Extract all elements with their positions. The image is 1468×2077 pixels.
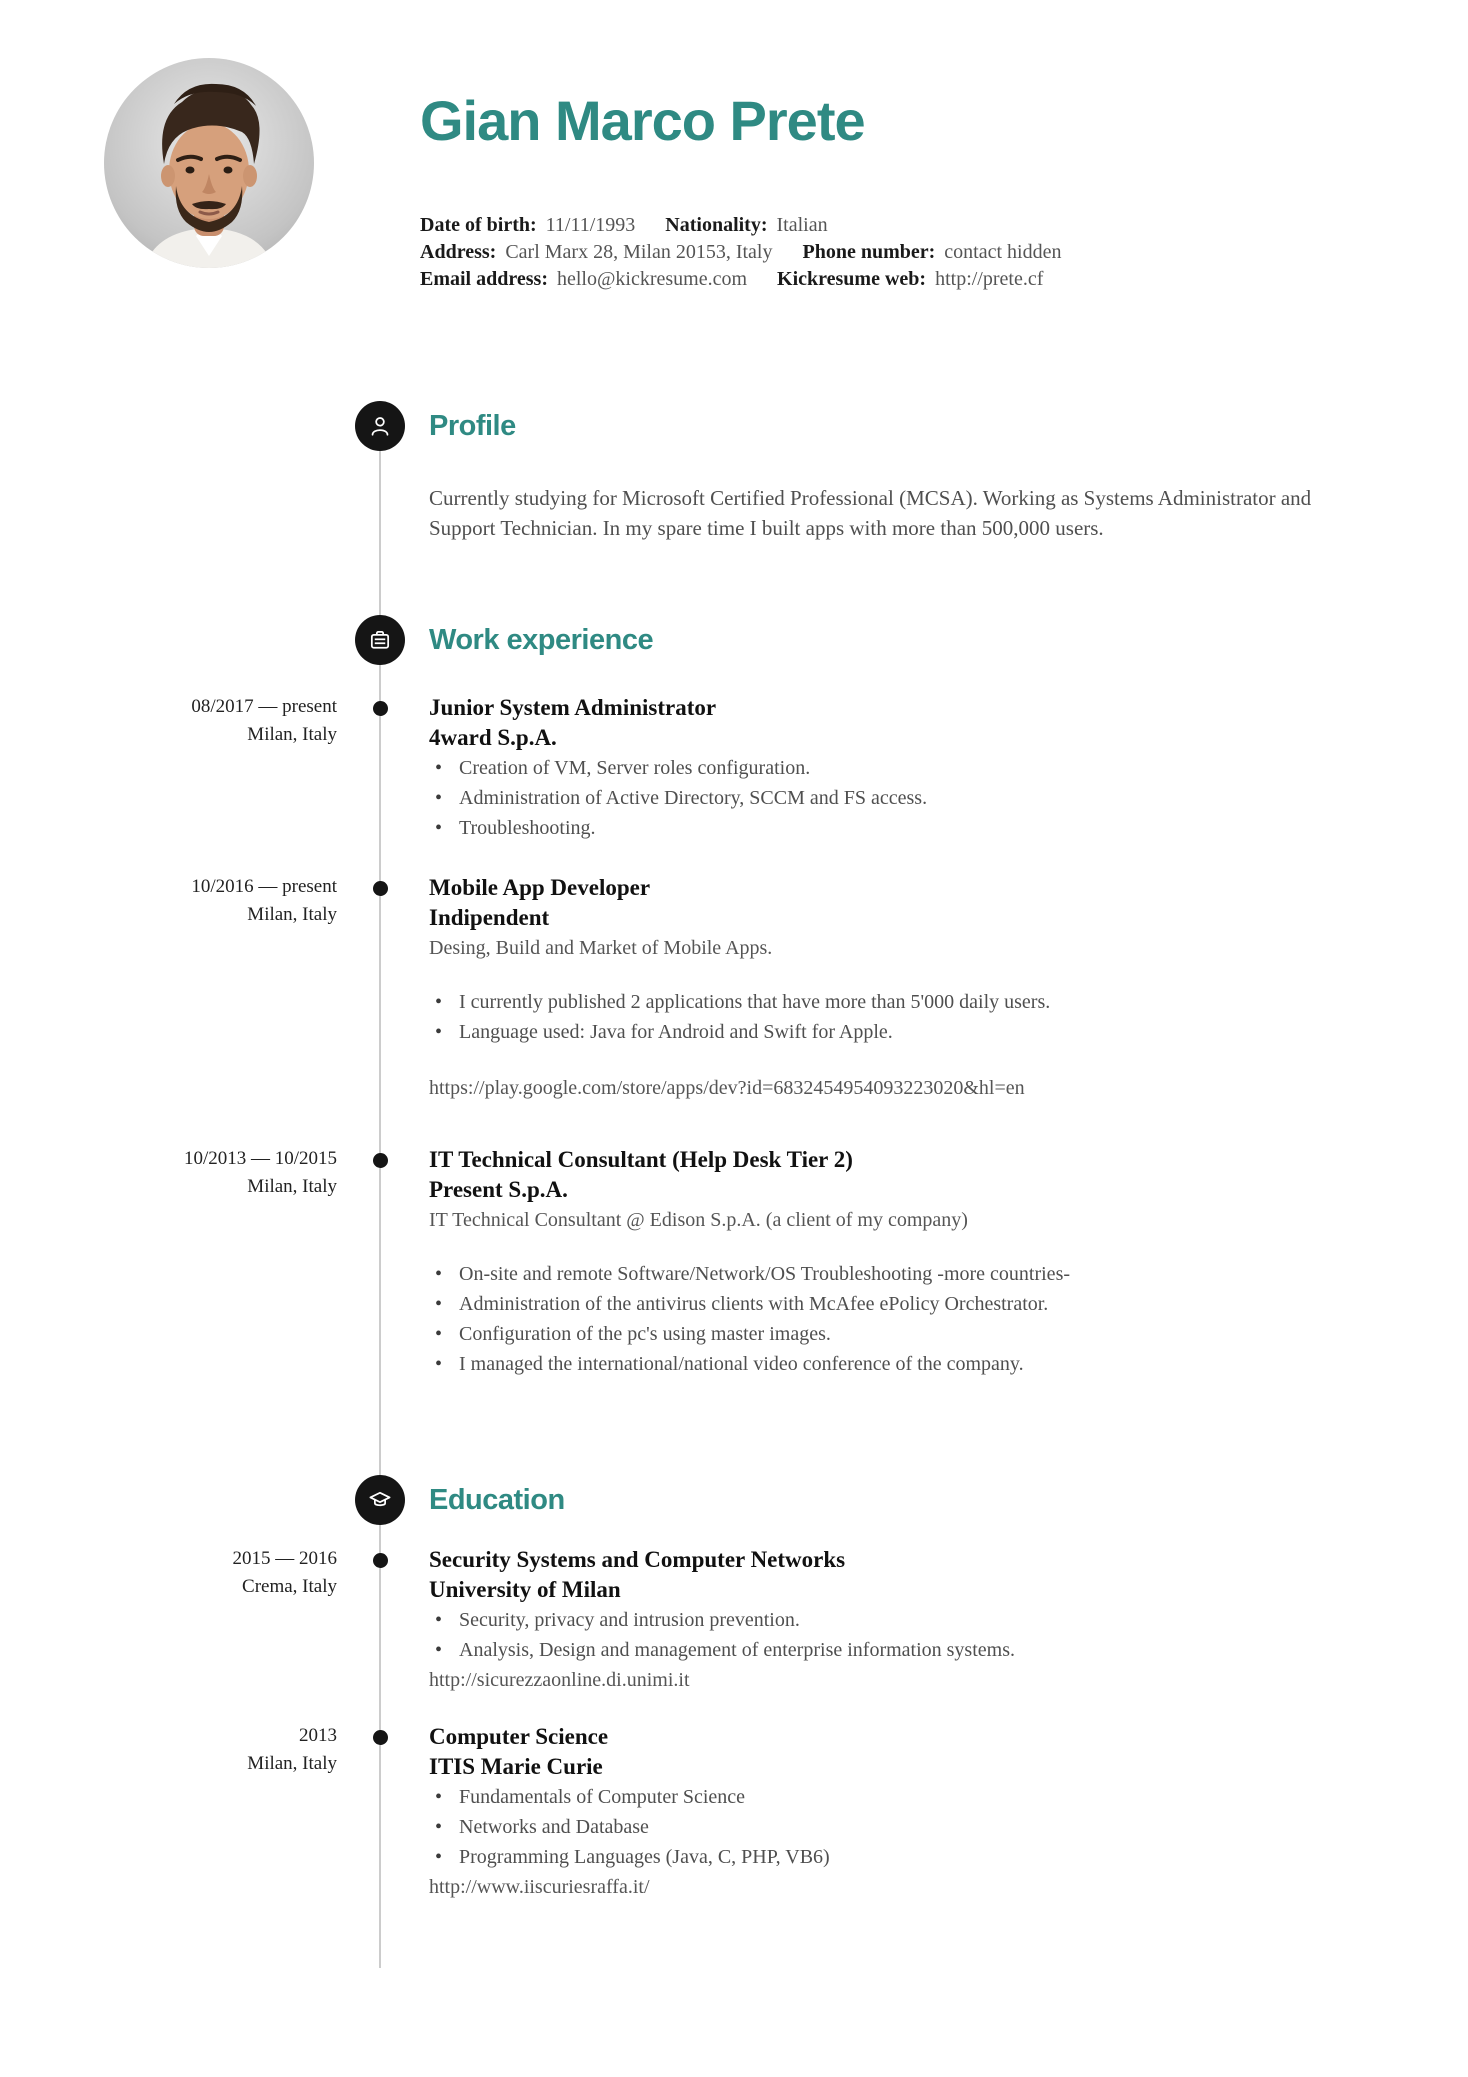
entry-bullets bbox=[429, 1259, 1328, 1379]
email-value[interactable]: hello@kickresume.com bbox=[556, 268, 748, 290]
bullet-item: • Administration of the antivirus clients with McAfee ePolicy Orchestrator. bbox=[429, 1289, 1328, 1319]
work-entry-2 bbox=[0, 873, 1468, 1103]
profile-section-header bbox=[0, 401, 1468, 451]
bullet-item: • On-site and remote Software/Network/OS Troubleshooting -more countries- bbox=[429, 1259, 1328, 1289]
entry-link[interactable]: http://sicurezzaonline.di.unimi.it bbox=[429, 1669, 690, 1691]
contact-row-1 bbox=[420, 212, 1061, 239]
education-entry-1 bbox=[0, 1545, 1468, 1695]
bullet-item: • Networks and Database bbox=[429, 1812, 1328, 1842]
contact-row-3 bbox=[420, 266, 1061, 293]
work-heading: Work experience bbox=[429, 624, 654, 656]
bullet-item: • Language used: Java for Android and Swift for Apple. bbox=[429, 1017, 1328, 1047]
bullet-item: • I managed the international/national video conference of the company. bbox=[429, 1349, 1328, 1379]
bullet-item: • I currently published 2 applications that have more than 5'000 daily users. bbox=[429, 987, 1328, 1017]
entry-company: Present S.p.A. bbox=[429, 1177, 568, 1202]
entry-bullets bbox=[429, 1782, 1328, 1872]
timeline-dot bbox=[373, 1553, 388, 1568]
bullet-item: • Configuration of the pc's using master images. bbox=[429, 1319, 1328, 1349]
graduation-cap-icon bbox=[366, 1486, 394, 1514]
nationality-value: Italian bbox=[776, 214, 828, 236]
entry-bullets bbox=[429, 987, 1328, 1047]
entry-description: Desing, Build and Market of Mobile Apps. bbox=[429, 937, 773, 959]
entry-location: Milan, Italy bbox=[247, 724, 337, 745]
timeline-dot bbox=[373, 881, 388, 896]
web-value[interactable]: http://prete.cf bbox=[935, 268, 1044, 290]
profile-photo bbox=[104, 58, 314, 268]
entry-school: University of Milan bbox=[429, 1577, 621, 1602]
bullet-item: • Security, privacy and intrusion prevention. bbox=[429, 1605, 1328, 1635]
phone-value: contact hidden bbox=[944, 241, 1062, 263]
education-section-header bbox=[0, 1475, 1468, 1525]
bullet-item: • Creation of VM, Server roles configuration. bbox=[429, 753, 1328, 783]
entry-date: 08/2017 — present bbox=[191, 696, 337, 717]
education-heading: Education bbox=[429, 1484, 565, 1516]
address-label: Address: bbox=[420, 241, 497, 263]
work-entry-3 bbox=[0, 1145, 1468, 1379]
entry-title: Computer Science bbox=[429, 1724, 609, 1749]
dob-label: Date of birth: bbox=[420, 214, 537, 236]
entry-date: 10/2016 — present bbox=[191, 876, 337, 897]
portrait-illustration bbox=[104, 58, 314, 268]
entry-bullets bbox=[429, 1605, 1328, 1665]
address-value: Carl Marx 28, Milan 20153, Italy bbox=[505, 241, 773, 263]
resume-header bbox=[0, 0, 1468, 293]
entry-link[interactable]: http://www.iiscuriesraffa.it/ bbox=[429, 1876, 650, 1898]
timeline-dot bbox=[373, 1153, 388, 1168]
education-entry-2 bbox=[0, 1722, 1468, 1902]
user-icon bbox=[366, 412, 394, 440]
entry-location: Milan, Italy bbox=[247, 904, 337, 925]
dob-value: 11/11/1993 bbox=[545, 214, 636, 236]
entry-location: Milan, Italy bbox=[247, 1176, 337, 1197]
work-section-header bbox=[0, 615, 1468, 665]
profile-section-badge bbox=[355, 401, 405, 451]
entry-location: Crema, Italy bbox=[242, 1576, 337, 1597]
education-section-badge bbox=[355, 1475, 405, 1525]
entry-date: 2013 bbox=[299, 1725, 337, 1746]
entry-bullets bbox=[429, 753, 1328, 843]
entry-title: Security Systems and Computer Networks bbox=[429, 1547, 846, 1572]
profile-heading: Profile bbox=[429, 410, 516, 442]
entry-company: Indipendent bbox=[429, 905, 550, 930]
person-name: Gian Marco Prete bbox=[420, 89, 865, 152]
entry-location: Milan, Italy bbox=[247, 1753, 337, 1774]
phone-label: Phone number: bbox=[802, 241, 936, 263]
entry-title: IT Technical Consultant (Help Desk Tier 2) bbox=[429, 1147, 853, 1172]
contact-row-2 bbox=[420, 239, 1061, 266]
header-info bbox=[420, 58, 1061, 293]
nationality-label: Nationality: bbox=[665, 214, 768, 236]
bullet-item: • Analysis, Design and management of enterprise information systems. bbox=[429, 1635, 1328, 1665]
bullet-item: • Troubleshooting. bbox=[429, 813, 1328, 843]
entry-date: 2015 — 2016 bbox=[232, 1548, 337, 1569]
bullet-item: • Fundamentals of Computer Science bbox=[429, 1782, 1328, 1812]
timeline-dot bbox=[373, 701, 388, 716]
bullet-item: • Administration of Active Directory, SCCM and FS access. bbox=[429, 783, 1328, 813]
timeline-dot bbox=[373, 1730, 388, 1745]
web-label: Kickresume web: bbox=[777, 268, 927, 290]
work-entry-1 bbox=[0, 693, 1468, 843]
entry-title: Mobile App Developer bbox=[429, 875, 651, 900]
entry-company: 4ward S.p.A. bbox=[429, 725, 557, 750]
entry-title: Junior System Administrator bbox=[429, 695, 717, 720]
email-label: Email address: bbox=[420, 268, 548, 290]
entry-link[interactable]: https://play.google.com/store/apps/dev?id=6832454954093223020&hl=en bbox=[429, 1077, 1025, 1099]
entry-school: ITIS Marie Curie bbox=[429, 1754, 603, 1779]
profile-body bbox=[0, 451, 1468, 543]
briefcase-icon bbox=[366, 626, 394, 654]
contact-block bbox=[420, 212, 1061, 293]
entry-description: IT Technical Consultant @ Edison S.p.A. (a client of my company) bbox=[429, 1209, 968, 1231]
entry-date: 10/2013 — 10/2015 bbox=[183, 1148, 337, 1169]
bullet-item: • Programming Languages (Java, C, PHP, VB6) bbox=[429, 1842, 1328, 1872]
profile-text: Currently studying for Microsoft Certified Professional (MCSA). Working as Systems Administrator and Support Technician. In my spare time I built apps with more than 500,000 users. bbox=[429, 486, 1312, 540]
work-section-badge bbox=[355, 615, 405, 665]
